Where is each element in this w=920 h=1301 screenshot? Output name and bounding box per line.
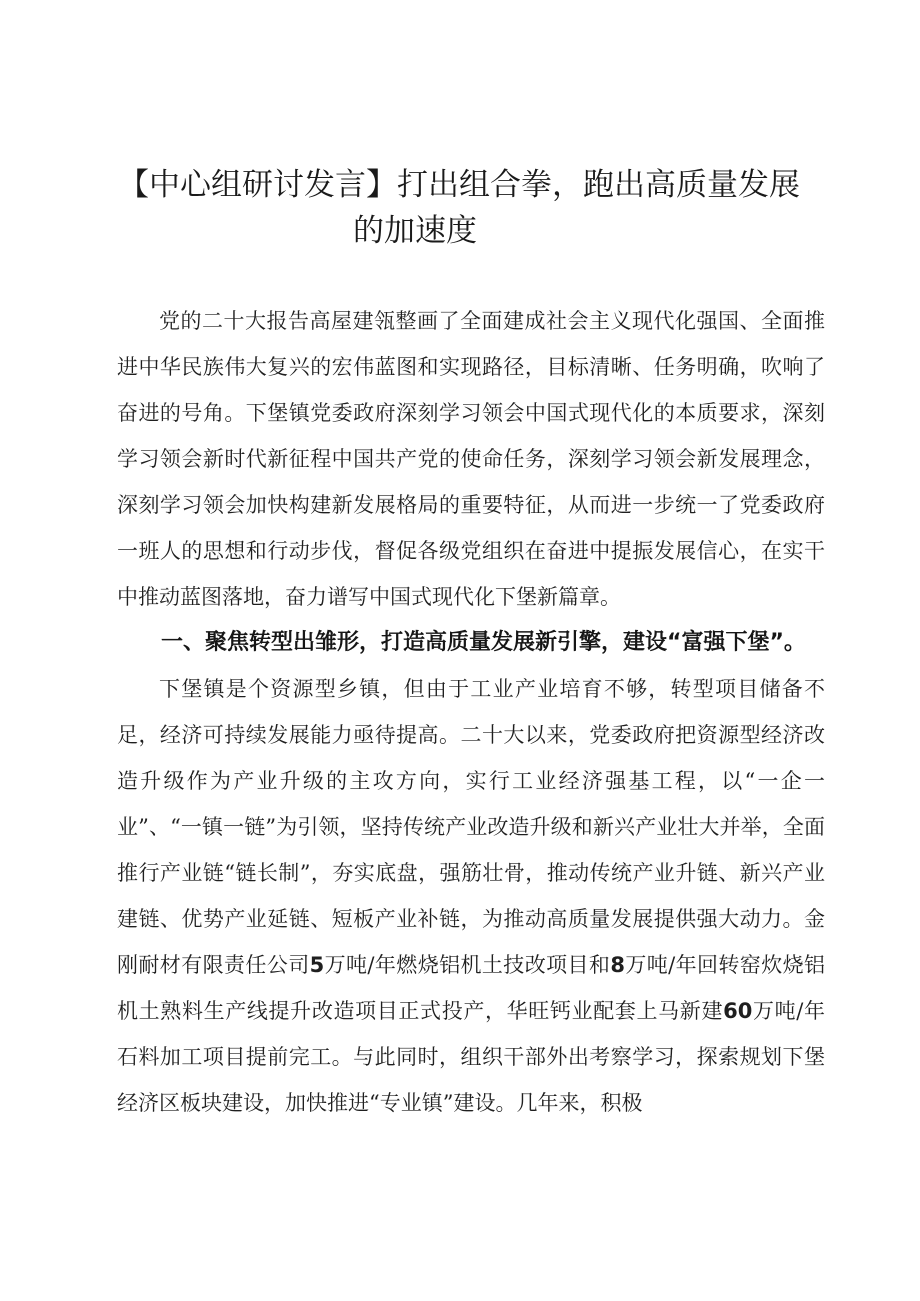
paragraph-text: 万吨/年燃烧铝机土技改项目和 <box>324 953 611 977</box>
number-8: 8 <box>610 953 625 977</box>
title-line-2: 的加速度 <box>353 213 477 249</box>
number-60: 60 <box>723 999 753 1023</box>
document-body <box>117 298 825 1126</box>
document-title <box>118 162 838 254</box>
paragraph-text: 万吨/年石料加工项目提前完工。与此同时，组织干部外出考察学习，探索规划下堡经济区板块建设，加快推进“专业镇”建设。几年来，积极 <box>117 999 826 1115</box>
title-line-1: 【中心组研讨发言】打出组合拳，跑出高质量发展 <box>118 167 800 203</box>
paragraph-text: 万吨/年回转窑炊烧铝机土熟料生产线提升改造项目正式投产，华旺钙业配套上马新建 <box>117 953 826 1023</box>
section-heading-1: 一、聚焦转型出雏形，打造高质量发展新引擎，建设“富强下堡”。 <box>161 630 806 655</box>
paragraph-text: 下堡镇是个资源型乡镇，但由于工业产业培育不够，转型项目储备不足，经济可持续发展能力亟待提高。二十大以来，党委政府把资源型经济改造升级作为产业升级的主攻方向，实行工业经济强基工程，以“一企一业”、“一镇一链”为引领，坚持传统产业改造升级和新兴产业壮大并举，全面推行产业链“链长制”，夯实底盘，强筋壮骨，推动传统产业升链、新兴产业建链、优势产业延链、短板产业补链，为推动高质量发展提供强大动力。金刚耐材有限责任公司 <box>117 677 825 977</box>
number-5: 5 <box>309 953 325 977</box>
paragraph-intro: 党的二十大报告高屋建瓴整画了全面建成社会主义现代化强国、全面推进中华民族伟大复兴的宏伟蓝图和实现路径，目标清晰、任务明确，吹响了奋进的号角。下堡镇党委政府深刻学习领会中国式现代化的本质要求，深刻学习领会新时代新征程中国共产党的使命任务，深刻学习领会新发展理念，深刻学习领会加快构建新发展格局的重要特征，从而进一步统一了党委政府一班人的思想和行动步伐，督促各级党组织在奋进中提振发展信心，在实干中推动蓝图落地，奋力谱写中国式现代化下堡新篇章。 <box>117 309 825 609</box>
paragraph-section-1 <box>117 666 825 1126</box>
